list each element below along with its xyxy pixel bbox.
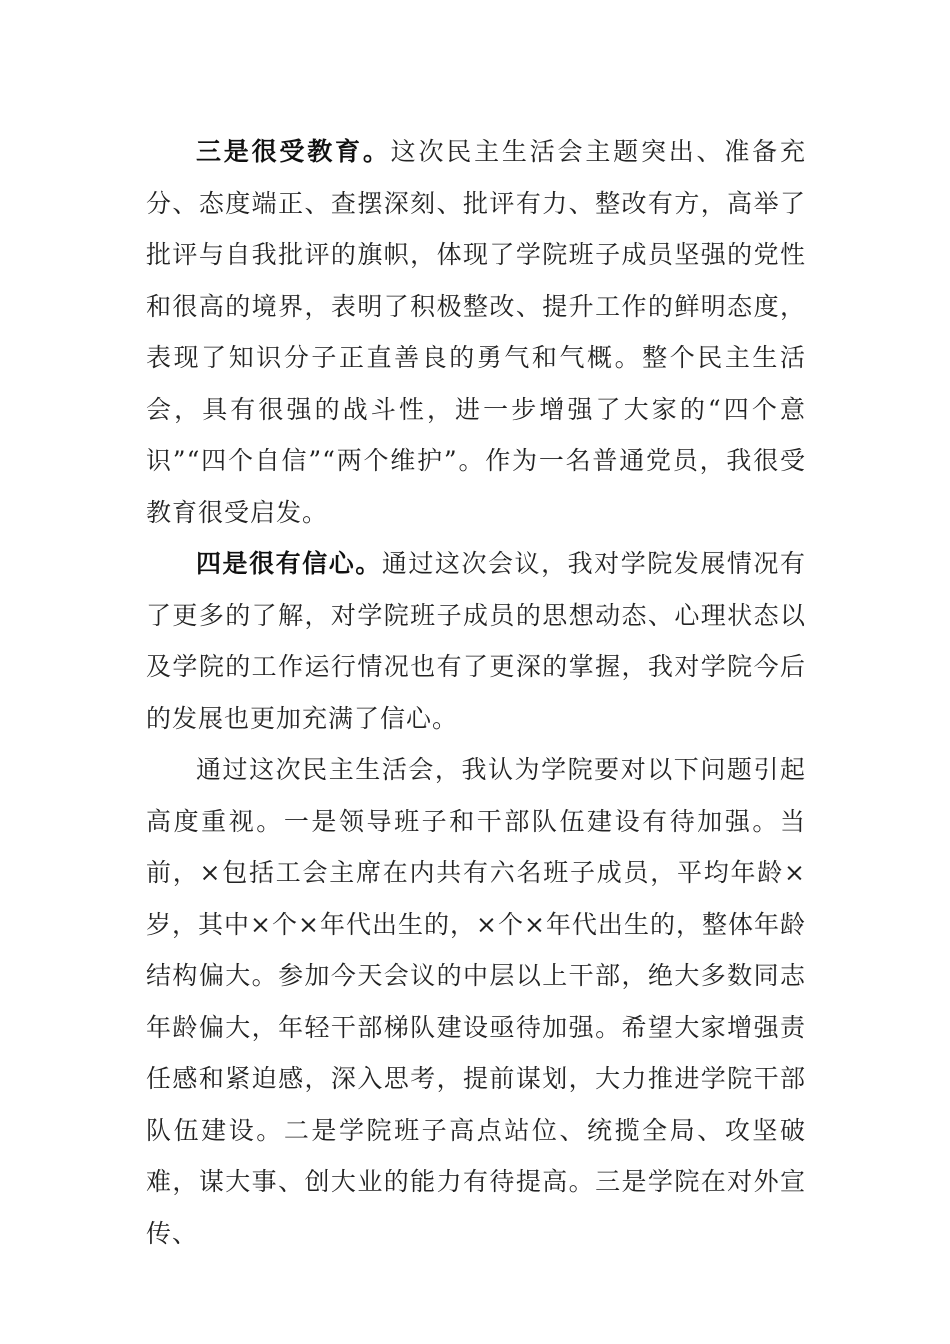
paragraph-lead: 三是很受教育。 xyxy=(196,137,391,166)
paragraph-text: 这次民主生活会主题突出、准备充分、态度端正、查摆深刻、批评有力、整改有方，高举了批评与自我批评的旗帜，体现了学院班子成员坚强的党性和很高的境界，表明了积极整改、提升工作的鲜明态度，表现了知识分子正直善良的勇气和气概。整个民主生活会，具有很强的战斗性，进一步增强了大家的“四个意识”“四个自信”“两个维护”。作为一名普通党员，我很受教育很受启发。 xyxy=(146,137,806,527)
paragraph-lead: 四是很有信心。 xyxy=(196,549,382,578)
paragraph-education xyxy=(146,126,806,538)
document-body xyxy=(146,126,806,1259)
paragraph-text: 通过这次会议，我对学院发展情况有了更多的了解，对学院班子成员的思想动态、心理状态以及学院的工作运行情况也有了更深的掌握，我对学院今后的发展也更加充满了信心。 xyxy=(146,549,806,733)
paragraph-issues xyxy=(146,744,806,1259)
paragraph-confidence xyxy=(146,538,806,744)
paragraph-text: 通过这次民主生活会，我认为学院要对以下问题引起高度重视。一是领导班子和干部队伍建设有待加强。当前，×包括工会主席在内共有六名班子成员，平均年龄×岁，其中×个×年代出生的，×个×年代出生的，整体年龄结构偏大。参加今天会议的中层以上干部，绝大多数同志年龄偏大，年轻干部梯队建设亟待加强。希望大家增强责任感和紧迫感，深入思考，提前谋划，大力推进学院干部队伍建设。二是学院班子高点站位、统揽全局、攻坚破难，谋大事、创大业的能力有待提高。三是学院在对外宣传、 xyxy=(146,755,806,1248)
